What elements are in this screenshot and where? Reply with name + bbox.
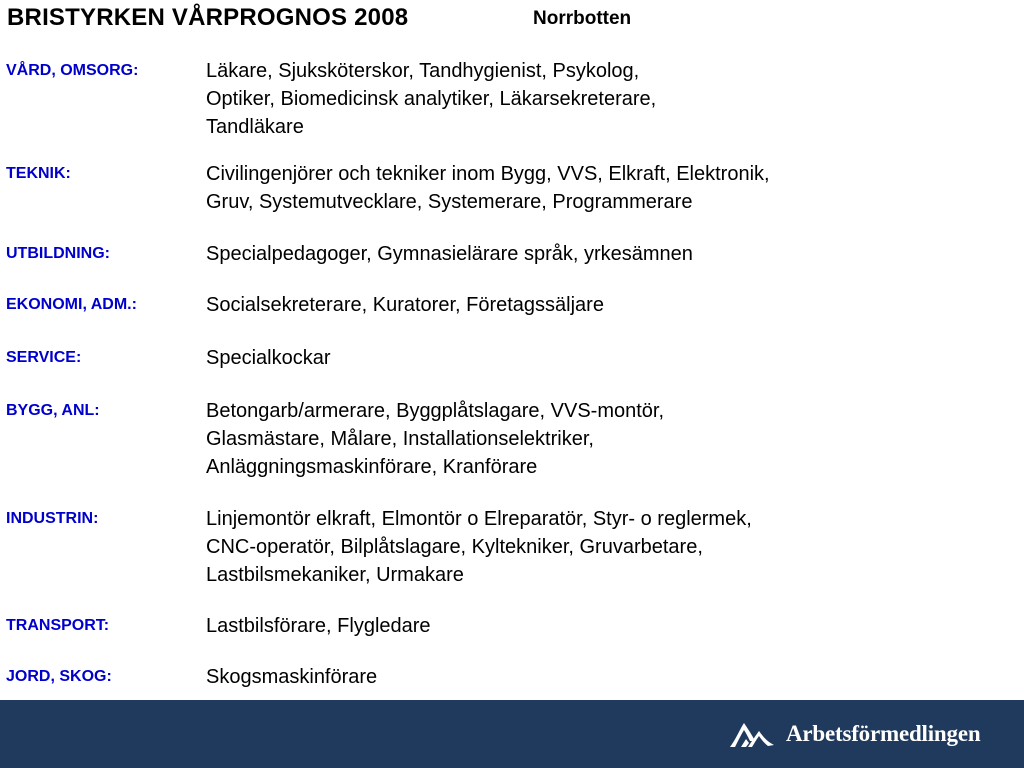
category-professions — [206, 663, 377, 691]
region-subtitle: Norrbotten — [533, 8, 632, 29]
arbetsformedlingen-logo-icon — [728, 719, 778, 749]
category-professions — [206, 397, 664, 481]
profession-line: Gruv, Systemutvecklare, Systemerare, Programmerare — [206, 191, 693, 213]
category-professions — [206, 57, 656, 141]
category-label: TEKNIK: — [6, 165, 71, 182]
profession-line: Betongarb/armerare, Byggplåtslagare, VVS-montör, — [206, 400, 665, 422]
category-professions — [206, 344, 331, 372]
profession-line: Lastbilsmekaniker, Urmakare — [206, 564, 464, 586]
category-label: JORD, SKOG: — [6, 668, 112, 685]
logo-wordmark: Arbetsförmedlingen — [786, 721, 981, 746]
profession-line: Socialsekreterare, Kuratorer, Företagssäljare — [206, 294, 604, 316]
profession-line: Anläggningsmaskinförare, Kranförare — [206, 456, 538, 478]
category-label: TRANSPORT: — [6, 617, 110, 634]
category-professions — [206, 160, 770, 216]
profession-line: Specialkockar — [206, 347, 331, 369]
arbetsformedlingen-logo — [728, 716, 980, 752]
profession-line: Tandläkare — [206, 116, 304, 138]
category-professions — [206, 240, 693, 268]
profession-line: Specialpedagoger, Gymnasielärare språk, yrkesämnen — [206, 243, 693, 265]
category-label: UTBILDNING: — [6, 245, 110, 262]
category-professions — [206, 505, 752, 589]
profession-line: CNC-operatör, Bilplåtslagare, Kyltekniker, Gruvarbetare, — [206, 536, 703, 558]
profession-line: Glasmästare, Målare, Installationselektriker, — [206, 428, 594, 450]
profession-line: Läkare, Sjuksköterskor, Tandhygienist, Psykolog, — [206, 60, 640, 82]
category-label: INDUSTRIN: — [6, 510, 99, 527]
category-label: BYGG, ANL: — [6, 402, 100, 419]
category-label: SERVICE: — [6, 349, 82, 366]
page-title: BRISTYRKEN VÅRPROGNOS 2008 — [7, 4, 409, 31]
profession-line: Optiker, Biomedicinsk analytiker, Läkarsekreterare, — [206, 88, 657, 110]
category-professions — [206, 612, 431, 640]
profession-line: Lastbilsförare, Flygledare — [206, 615, 431, 637]
profession-line: Civilingenjörer och tekniker inom Bygg, VVS, Elkraft, Elektronik, — [206, 163, 770, 185]
profession-line: Linjemontör elkraft, Elmontör o Elreparatör, Styr- o reglermek, — [206, 508, 752, 530]
category-label: EKONOMI, ADM.: — [6, 296, 137, 313]
category-professions — [206, 291, 604, 319]
category-label: VÅRD, OMSORG: — [6, 62, 139, 79]
profession-line: Skogsmaskinförare — [206, 666, 378, 688]
